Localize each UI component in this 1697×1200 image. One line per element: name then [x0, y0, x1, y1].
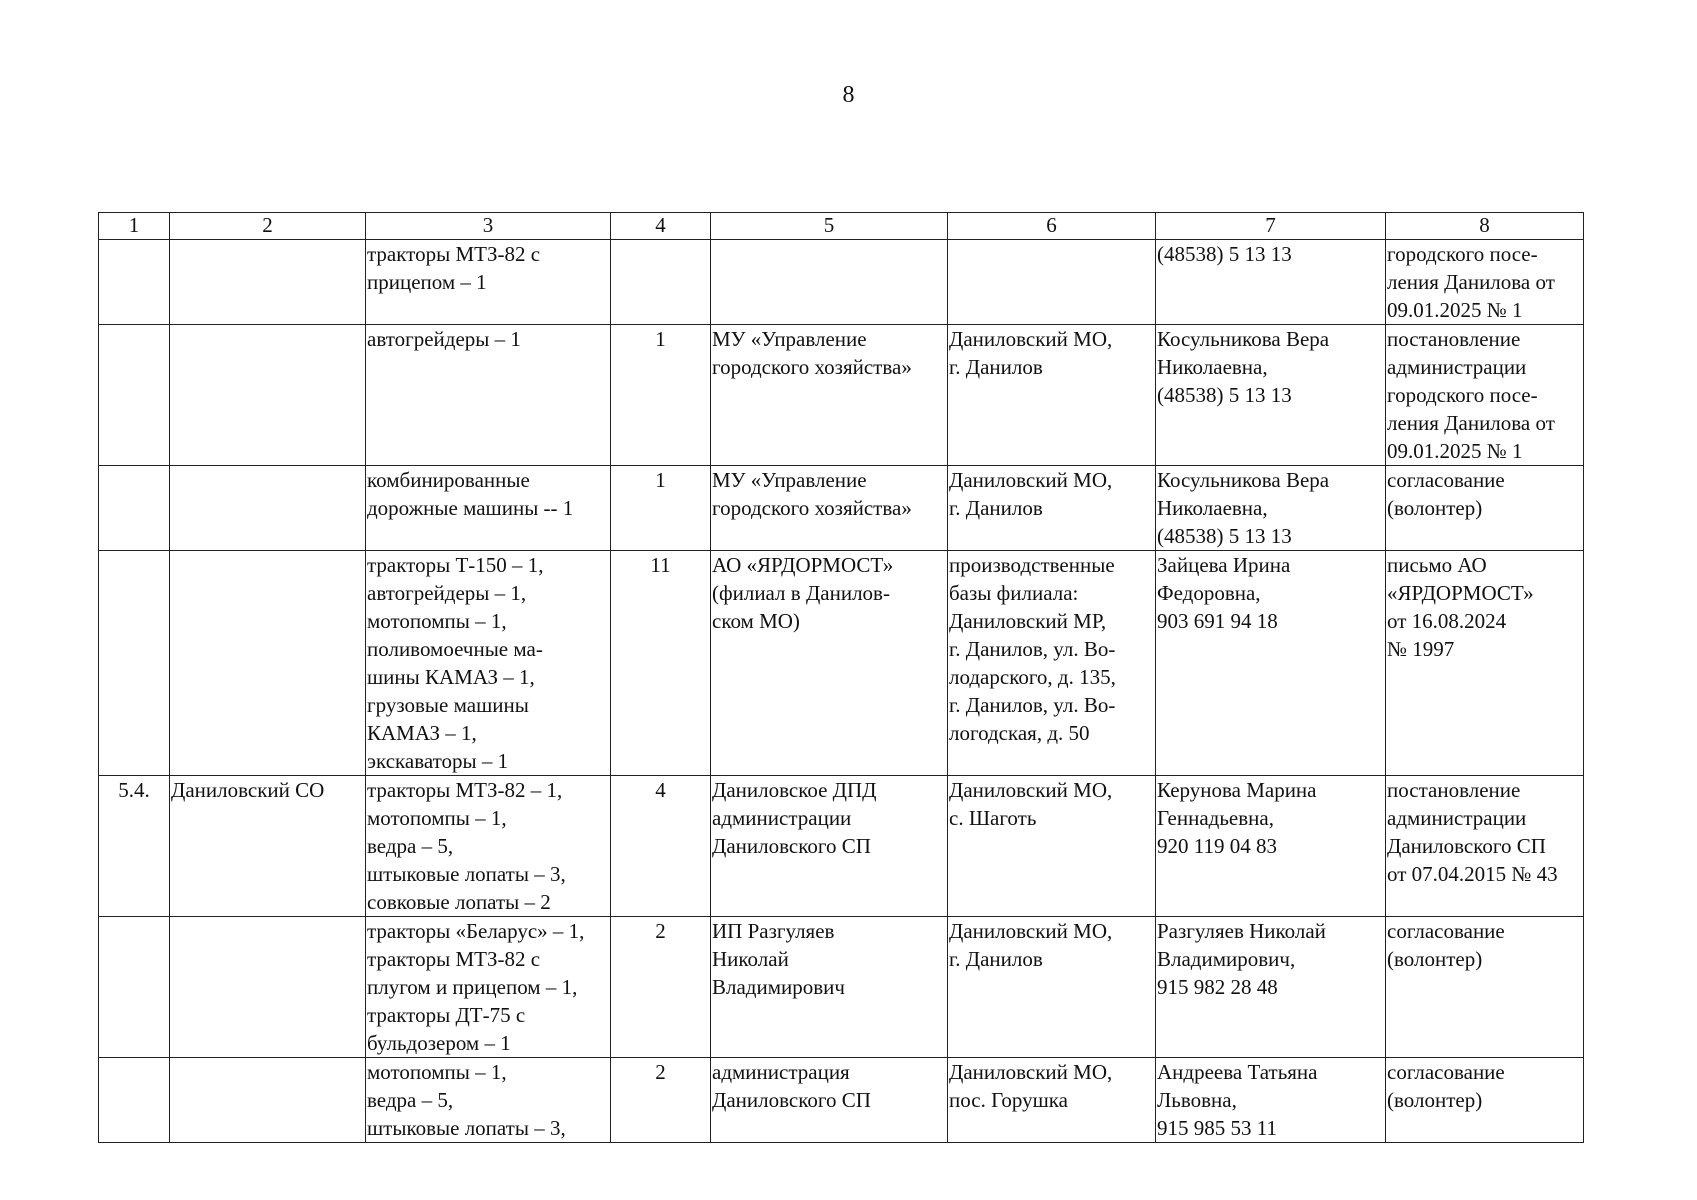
row-index-cell	[99, 1058, 170, 1143]
equipment-cell: мотопомпы – 1, ведра – 5, штыковые лопаты – 3,	[366, 1058, 611, 1143]
row-index-cell	[99, 917, 170, 1058]
quantity-cell: 2	[611, 917, 711, 1058]
organization-cell	[711, 240, 948, 325]
location-cell: Даниловский МО, г. Данилов	[948, 466, 1156, 551]
equipment-table	[98, 212, 1584, 1143]
row-index-cell	[99, 466, 170, 551]
basis-cell: городского посе- ления Данилова от 09.01.2025 № 1	[1386, 240, 1584, 325]
table-row	[99, 325, 1584, 466]
quantity-cell	[611, 240, 711, 325]
contact-cell: Разгуляев Николай Владимирович, 915 982 28 48	[1156, 917, 1386, 1058]
column-number: 5	[711, 213, 948, 240]
page-number: 8	[842, 82, 855, 108]
basis-cell: согласование (волонтер)	[1386, 466, 1584, 551]
row-index-cell	[99, 325, 170, 466]
table-row	[99, 551, 1584, 776]
settlement-cell	[170, 1058, 366, 1143]
column-number: 4	[611, 213, 711, 240]
quantity-cell: 11	[611, 551, 711, 776]
equipment-cell: автогрейдеры – 1	[366, 325, 611, 466]
quantity-cell: 1	[611, 325, 711, 466]
table-row	[99, 466, 1584, 551]
equipment-cell: тракторы «Беларус» – 1, тракторы МТЗ-82 с плугом и прицепом – 1, тракторы ДТ-75 с бульдозером – 1	[366, 917, 611, 1058]
column-number-row	[99, 213, 1584, 240]
contact-cell: Зайцева Ирина Федоровна, 903 691 94 18	[1156, 551, 1386, 776]
basis-cell: согласование (волонтер)	[1386, 917, 1584, 1058]
organization-cell: администрация Даниловского СП	[711, 1058, 948, 1143]
column-number: 6	[948, 213, 1156, 240]
basis-cell: письмо АО «ЯРДОРМОСТ» от 16.08.2024 № 1997	[1386, 551, 1584, 776]
location-cell: Даниловский МО, с. Шаготь	[948, 776, 1156, 917]
table-row	[99, 917, 1584, 1058]
location-cell: производственные базы филиала: Даниловский МР, г. Данилов, ул. Во- лодарского, д. 135, г. Данилов, ул. Во- логодская, д. 50	[948, 551, 1156, 776]
row-index-cell: 5.4.	[99, 776, 170, 917]
equipment-cell: тракторы МТЗ-82 с прицепом – 1	[366, 240, 611, 325]
settlement-cell	[170, 240, 366, 325]
organization-cell: АО «ЯРДОРМОСТ» (филиал в Данилов- ском МО)	[711, 551, 948, 776]
column-number: 2	[170, 213, 366, 240]
contact-cell: Керунова Марина Геннадьевна, 920 119 04 83	[1156, 776, 1386, 917]
organization-cell: МУ «Управление городского хозяйства»	[711, 466, 948, 551]
organization-cell: ИП Разгуляев Николай Владимирович	[711, 917, 948, 1058]
basis-cell: постановление администрации городского посе- ления Данилова от 09.01.2025 № 1	[1386, 325, 1584, 466]
column-number: 7	[1156, 213, 1386, 240]
organization-cell: МУ «Управление городского хозяйства»	[711, 325, 948, 466]
settlement-cell	[170, 466, 366, 551]
column-number: 1	[99, 213, 170, 240]
equipment-cell: тракторы МТЗ-82 – 1, мотопомпы – 1, ведра – 5, штыковые лопаты – 3, совковые лопаты – 2	[366, 776, 611, 917]
settlement-cell	[170, 551, 366, 776]
settlement-cell	[170, 917, 366, 1058]
quantity-cell: 1	[611, 466, 711, 551]
equipment-cell: тракторы Т-150 – 1, автогрейдеры – 1, мотопомпы – 1, поливомоечные ма- шины КАМАЗ – 1, грузовые машины КАМАЗ – 1, экскаваторы – 1	[366, 551, 611, 776]
table-row	[99, 1058, 1584, 1143]
contact-cell: Косульникова Вера Николаевна, (48538) 5 13 13	[1156, 466, 1386, 551]
quantity-cell: 2	[611, 1058, 711, 1143]
contact-cell: Косульникова Вера Николаевна, (48538) 5 13 13	[1156, 325, 1386, 466]
row-index-cell	[99, 240, 170, 325]
location-cell: Даниловский МО, пос. Горушка	[948, 1058, 1156, 1143]
row-index-cell	[99, 551, 170, 776]
organization-cell: Даниловское ДПД администрации Даниловского СП	[711, 776, 948, 917]
equipment-cell: комбинированные дорожные машины -- 1	[366, 466, 611, 551]
location-cell: Даниловский МО, г. Данилов	[948, 325, 1156, 466]
contact-cell: Андреева Татьяна Львовна, 915 985 53 11	[1156, 1058, 1386, 1143]
column-number: 8	[1386, 213, 1584, 240]
settlement-cell: Даниловский СО	[170, 776, 366, 917]
basis-cell: согласование (волонтер)	[1386, 1058, 1584, 1143]
basis-cell: постановление администрации Даниловского СП от 07.04.2015 № 43	[1386, 776, 1584, 917]
location-cell	[948, 240, 1156, 325]
location-cell: Даниловский МО, г. Данилов	[948, 917, 1156, 1058]
table-row	[99, 776, 1584, 917]
column-number: 3	[366, 213, 611, 240]
settlement-cell	[170, 325, 366, 466]
quantity-cell: 4	[611, 776, 711, 917]
contact-cell: (48538) 5 13 13	[1156, 240, 1386, 325]
table-row	[99, 240, 1584, 325]
